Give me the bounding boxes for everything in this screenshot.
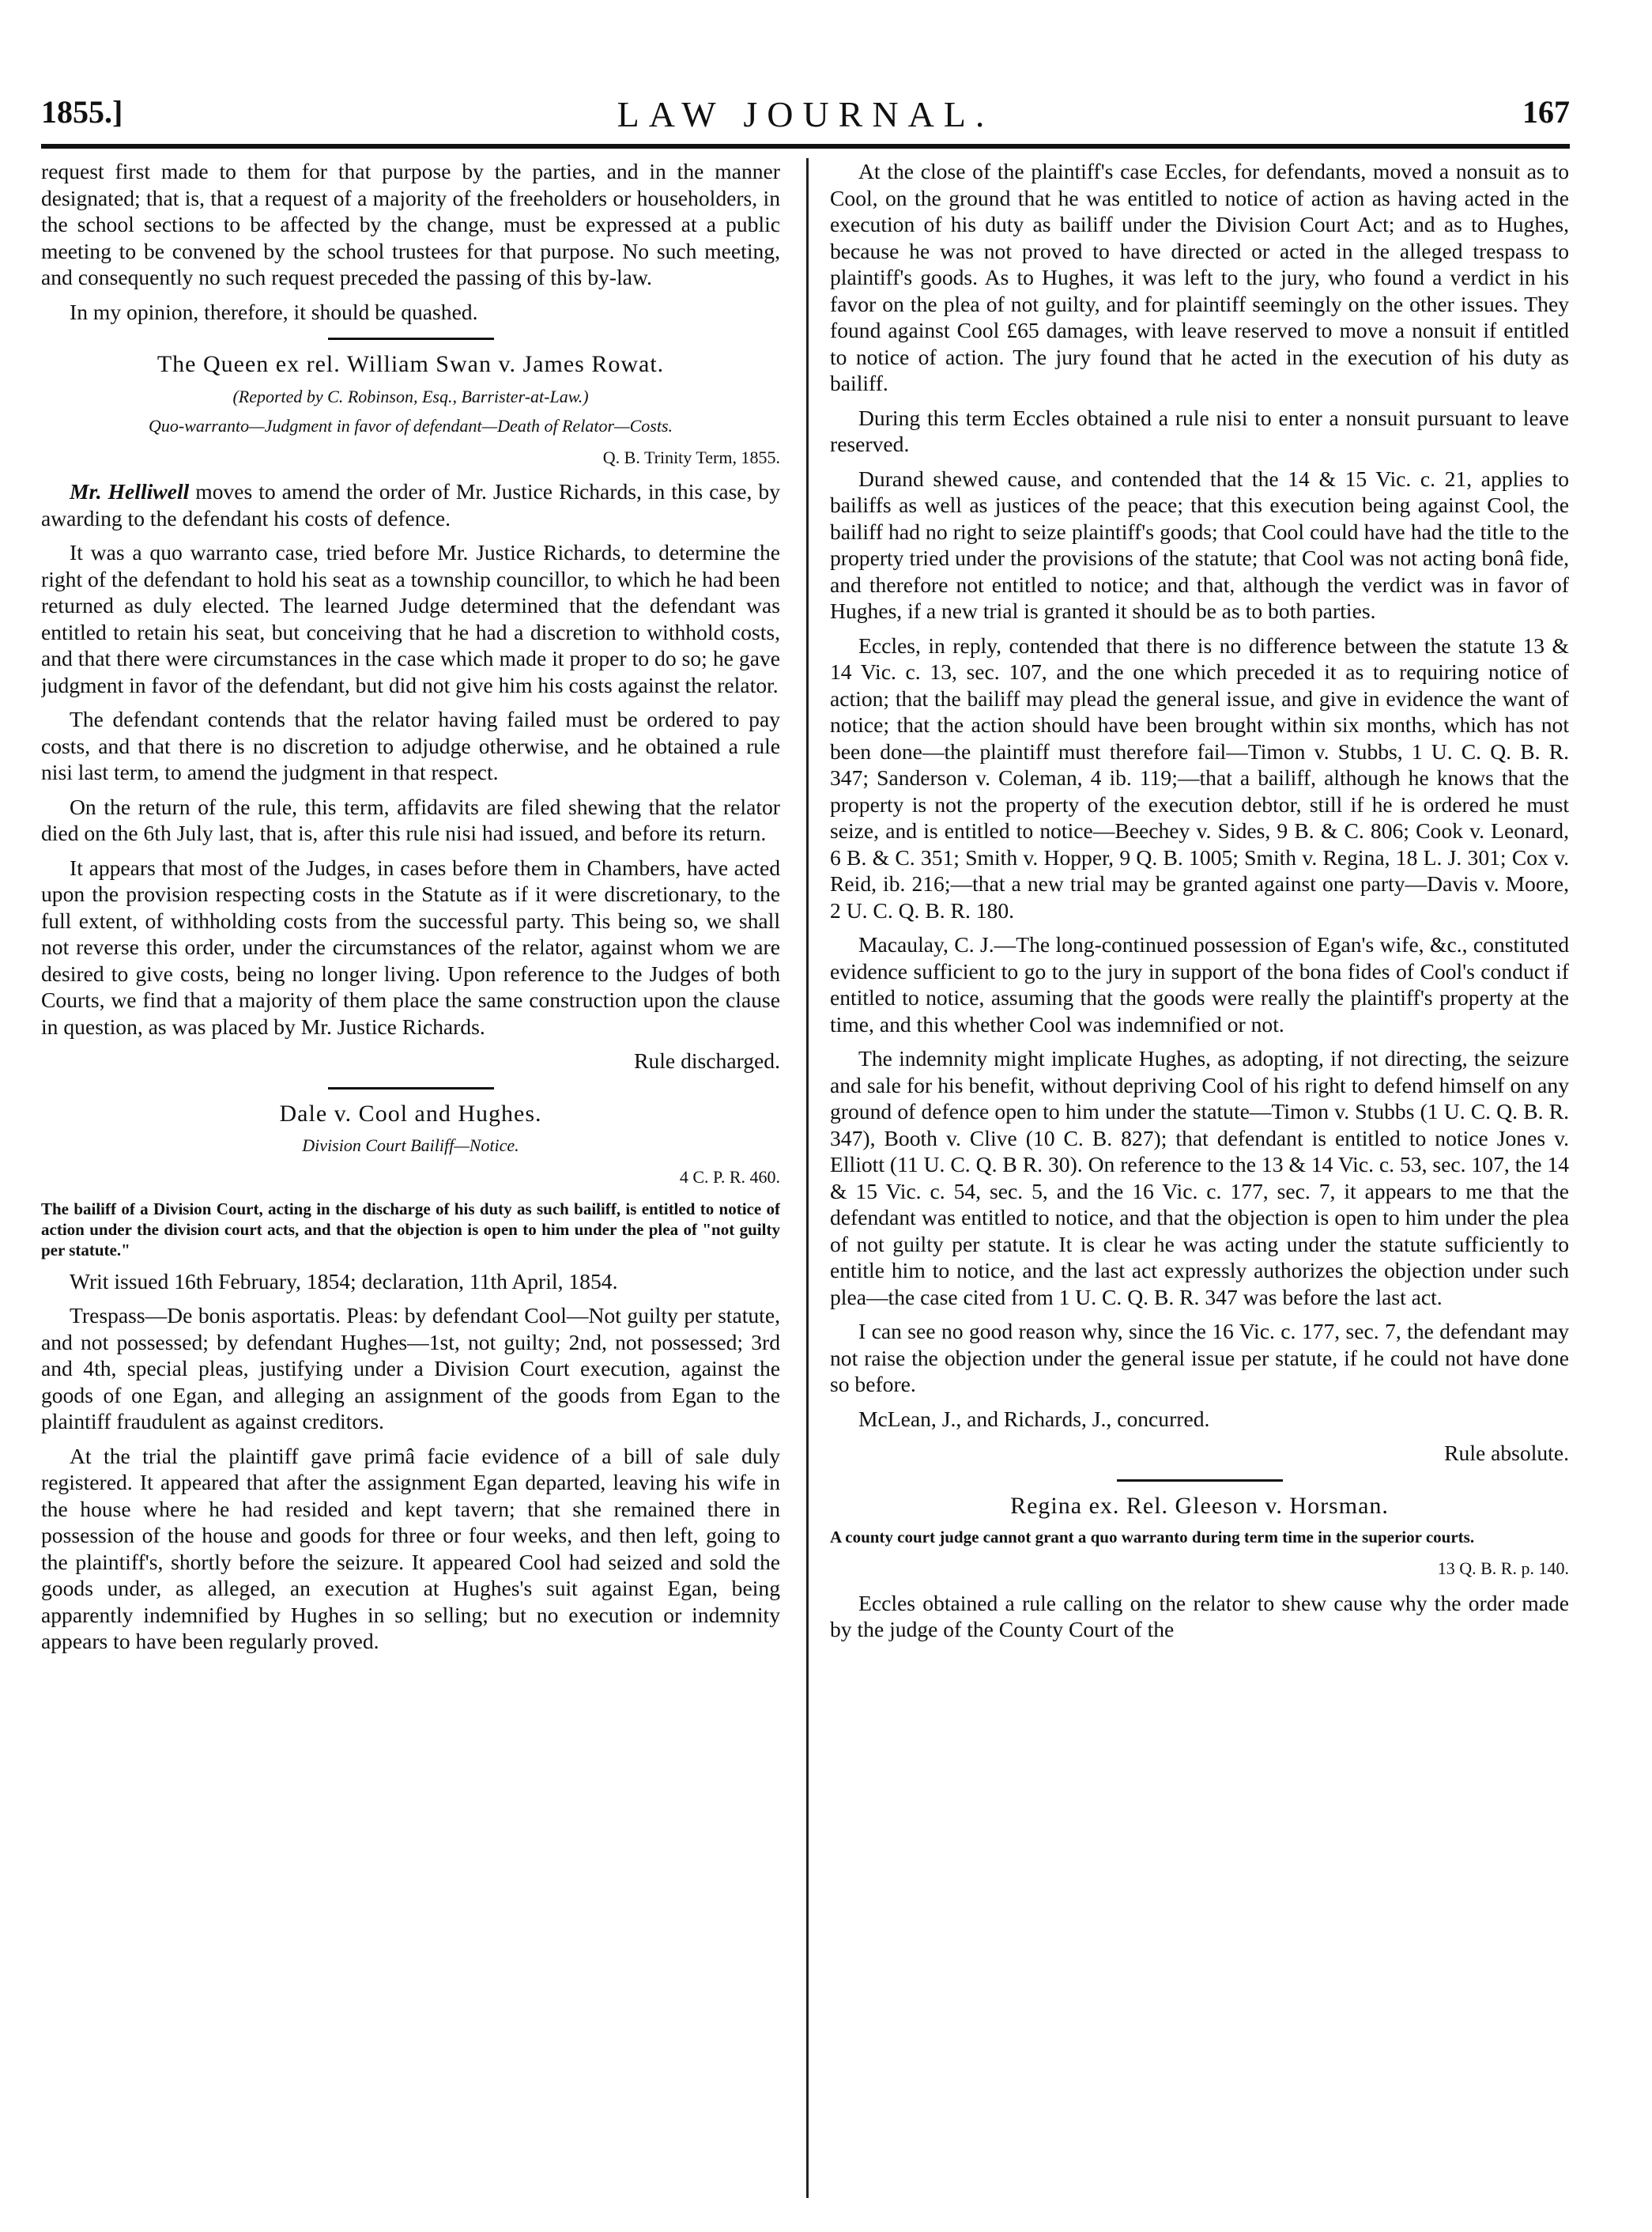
page-header [41, 93, 1570, 141]
paragraph: At the trial the plaintiff gave primâ facie evidence of a bill of sale duly registered. It appeared that after the assignment Egan departed, leaving his wife in the house where he had resided and kept tavern; that she remained there in possession of the house and goods for three or four weeks, and then left, going to the plaintiff's, shortly before the seizure. It appeared Cool had seized and sold the goods under, as alleged, an execution at Hughes's suit against Egan, being apparently indemnified by Hughes in so selling; but no execution or indemnity appears to have been regularly proved. [41, 1443, 780, 1653]
paragraph: It appears that most of the Judges, in cases before them in Chambers, have acted upon the provision respecting costs in the Statute as if it were discretionary, to the full extent, of withholding costs from the successful party. This being so, we shall not reverse this order, under the circumstances of the relator, against whom we are desired to give costs, being no longer living. Upon reference to the Judges of both Courts, we find that a majority of them place the same construction upon the clause in question, as was placed by Mr. Justice Richards. [41, 855, 780, 1039]
paragraph: On the return of the rule, this term, affidavits are filed shewing that the relator died on the 6th July last, that is, after this rule nisi had issued, and before its return. [41, 794, 780, 845]
case-title: Dale v. Cool and Hughes. [279, 1100, 542, 1127]
counsel-name: Mr. Helliwell [70, 479, 190, 504]
case-title: Regina ex. Rel. Gleeson v. Horsman. [1010, 1492, 1389, 1519]
paragraph: Durand shewed cause, and contended that the 14 & 15 Vic. c. 21, applies to bailiffs as well as justices of the peace; that this execution being against Cool, the bailiff had no right to seize plaintiff's goods; that Cool could have had the title to the property tried under the provisions of the statute; that Cool was not acting bonâ fide, and therefore not entitled to notice; and that, although the verdict was in favor of Hughes, if a new trial is granted it should be as to both parties. [830, 466, 1569, 623]
paragraph: Trespass—De bonis asportatis. Pleas: by defendant Cool—Not guilty per statute, and not possessed; by defendant Hughes—1st, not guilty; 2nd, not possessed; 3rd and 4th, special pleas, justifying under a Division Court execution, against the goods of one Egan, and alleging an assignment of the goods from Egan to the plaintiff fraudulent as against creditors. [41, 1303, 780, 1433]
case-citation: 13 Q. B. R. p. 140. [1437, 1558, 1569, 1578]
page-number: 167 [1522, 94, 1570, 130]
paragraph: Eccles, in reply, contended that there is no difference between the statute 13 & 14 Vic. c. 13, sec. 107, and the one which preceded it as to requiring notice of action; that the bailiff may plead the general issue, and give in evidence the want of notice; that the action should have been brought within six months, which has not been done—the plaintiff must therefore fail—Timon v. Stubbs, 1 U. C. Q. B. R. 347; Sanderson v. Coleman, 4 ib. 119;—that a bailiff, although he knows that the property is not the property of the execution debtor, still if he is ordered he must seize, and is entitled to notice—Beechey v. Sides, 9 B. & C. 806; Cook v. Leonard, 6 B. & C. 351; Smith v. Hopper, 9 Q. B. 1005; Smith v. Regina, 18 L. J. 301; Cox v. Reid, ib. 216;—that a new trial may be granted against one party—Davis v. Moore, 2 U. C. Q. B. R. 180. [830, 633, 1569, 923]
paragraph: I can see no good reason why, since the 16 Vic. c. 177, sec. 7, the defendant may not raise the objection under the general issue per statute, if he could not have done so before. [830, 1319, 1569, 1396]
ruling: Rule discharged. [634, 1048, 780, 1073]
paragraph: At the close of the plaintiff's case Eccles, for defendants, moved a nonsuit as to Cool, on the ground that he was entitled to notice of action as having acted in the execution of his duty as bailiff under the Division Court Act; and as to Hughes, because he was not proved to have directed or acted in the alleged trespass to plaintiff's goods. As to Hughes, it was left to the jury, who found a verdict in his favor on the plea of not guilty, and for plaintiff seemingly on the other issues. They found against Cool £65 damages, with leave reserved to move a nonsuit if entitled to notice of action. The jury found that he acted in the execution of his duty as bailiff. [830, 159, 1569, 395]
paragraph: The indemnity might implicate Hughes, as adopting, if not directing, the seizure and sale for his benefit, without depriving Cool of his right to defend himself on any ground of defence open to him under the statute—Timon v. Stubbs (1 U. C. Q. B. R. 347), Booth v. Clive (10 C. B. 827); that defendant is entitled to notice Jones v. Elliott (11 U. C. Q. B R. 30). On reference to the 13 & 14 Vic. c. 53, sec. 107, the 14 & 15 Vic. c. 54, sec. 5, and the 16 Vic. c. 177, sec. 7, it appears to me that the defendant was entitled to notice, and that the objection is open to him under the plea of not guilty per statute. It is clear he was acting under the statute sufficiently to entitle him to notice, and the last act expressly authorizes the objection under such plea—the case cited from 1 U. C. Q. B. R. 347 was before the last act. [830, 1046, 1569, 1309]
case-citation: 4 C. P. R. 460. [679, 1167, 780, 1187]
paragraph-text: moves to amend the order of Mr. Justice Richards, in this case, by awarding to the defendant his costs of defence. [41, 479, 780, 531]
paragraph: During this term Eccles obtained a rule nisi to enter a nonsuit pursuant to leave reserved. [830, 405, 1569, 456]
case-headnote: The bailiff of a Division Court, acting in the discharge of his duty as such bailiff, is entitled to notice of action under the division court acts, and that the objection is open to him under the plea of "not guilty per statute." [41, 1199, 780, 1260]
journal-title: LAW JOURNAL. [617, 94, 994, 134]
header-rule [41, 144, 1570, 149]
paragraph: It was a quo warranto case, tried before Mr. Justice Richards, to determine the right of the defendant to hold his seat as a township councillor, to which he had been returned as duly elected. The learned Judge determined that the defendant was entitled to retain his seat, but conceiving that he had a discretion to withhold costs, and that there were circumstances in the case which made it proper to do so; he gave judgment in favor of the defendant, but did not give him his costs against the relator. [41, 540, 780, 697]
paragraph: Writ issued 16th February, 1854; declaration, 11th April, 1854. [70, 1268, 618, 1294]
paragraph: request first made to them for that purpose by the parties, and in the manner designated; that is, that a request of a majority of the freeholders or householders, in the school sections to be affected by the change, must be expressed at a public meeting to be convened by the school trustees for that purpose. No such meeting, and consequently no such request preceded the passing of this by-law. [41, 159, 780, 289]
column-divider [806, 158, 809, 2198]
paragraph [41, 478, 780, 531]
case-term: Q. B. Trinity Term, 1855. [602, 447, 780, 467]
case-separator [328, 1087, 494, 1090]
case-headnote: Quo-warranto—Judgment in favor of defendant—Death of Relator—Costs. [148, 415, 673, 436]
paragraph: McLean, J., and Richards, J., concurred. [858, 1406, 1210, 1431]
case-subject: Division Court Bailiff—Notice. [302, 1135, 519, 1155]
paragraph: Macaulay, C. J.—The long-continued possession of Egan's wife, &c., constituted evidence sufficient to go to the jury in support of the bona fides of Cool's conduct if entitled to notice, assuming that the goods were really the plaintiff's property at the time, and this whether Cool was indemnified or not. [830, 932, 1569, 1037]
paragraph: In my opinion, therefore, it should be quashed. [70, 299, 478, 324]
header-year: 1855.] [41, 94, 123, 130]
right-column [830, 158, 1569, 2198]
paragraph: Eccles obtained a rule calling on the relator to shew cause why the order made by the judge of the County Court of the [830, 1590, 1569, 1641]
case-separator [1117, 1479, 1283, 1482]
paragraph: The defendant contends that the relator having failed must be ordered to pay costs, and that there is no discretion to adjudge otherwise, and he obtained a rule nisi last term, to amend the judgment in that respect. [41, 707, 780, 784]
left-column [41, 158, 780, 2198]
case-separator [328, 338, 494, 340]
reporter-line: (Reported by C. Robinson, Esq., Barrister-at-Law.) [232, 386, 589, 406]
case-headnote: A county court judge cannot grant a quo warranto during term time in the superior courts. [830, 1528, 1475, 1547]
case-title: The Queen ex rel. William Swan v. James Rowat. [157, 351, 665, 377]
ruling: Rule absolute. [1444, 1441, 1569, 1465]
